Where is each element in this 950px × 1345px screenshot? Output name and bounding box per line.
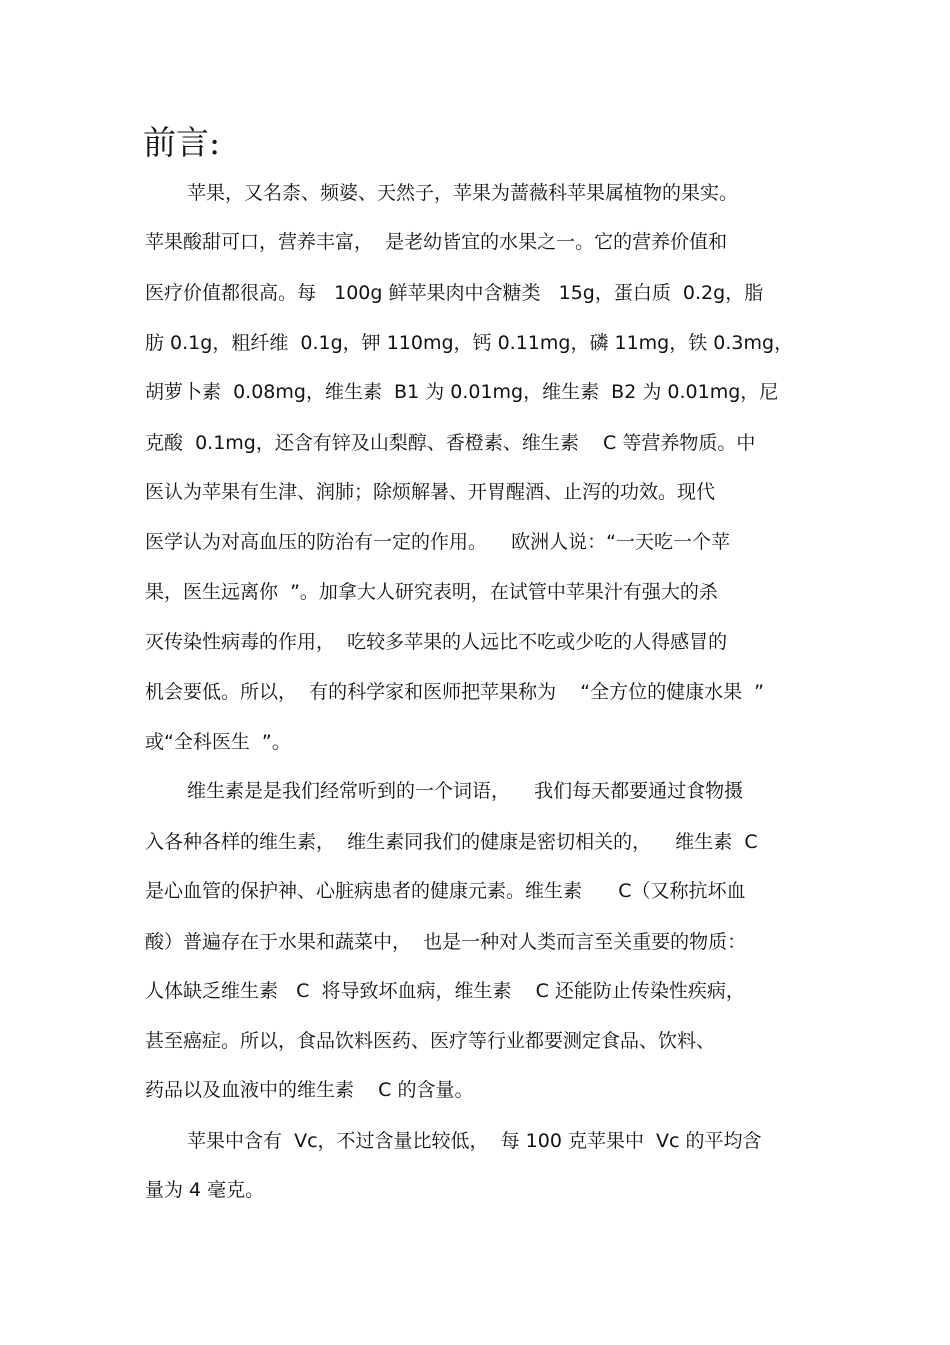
paragraph-1-line-11: 机会要低。所以， 有的科学家和医师把苹果称为 “全方位的健康水果 ” xyxy=(145,681,765,703)
paragraph-2-line-5: 人体缺乏维生素 C 将导致坏血病，维生素 C 还能防止传染性疾病， xyxy=(145,980,745,1002)
paragraph-2-line-1: 维生素是是我们经常听到的一个词语， 我们每天都要通过食物摄 xyxy=(187,780,744,802)
page-title: 前言: xyxy=(143,123,221,162)
paragraph-1-line-3: 医疗价值都很高。每 100g 鲜苹果肉中含糖类 15g，蛋白质 0.2g，脂 xyxy=(145,282,764,304)
paragraph-1-line-12: 或“全科医生 ”。 xyxy=(145,731,291,753)
paragraph-1-line-10: 灭传染性病毒的作用， 吃较多苹果的人远比不吃或少吃的人得感冒的 xyxy=(145,631,728,653)
paragraph-1-line-9: 果，医生远离你 ”。加拿大人研究表明，在试管中苹果汁有强大的杀 xyxy=(145,581,718,603)
paragraph-2-line-2: 入各种各样的维生素， 维生素同我们的健康是密切相关的， 维生素 C xyxy=(145,831,758,853)
paragraph-2-line-3: 是心血管的保护神、心脏病患者的健康元素。维生素 C（又称抗坏血 xyxy=(145,880,746,902)
paragraph-2-line-6: 甚至癌症。所以，食品饮料医药、医疗等行业都要测定食品、饮料、 xyxy=(145,1030,716,1052)
paragraph-3-line-2: 量为 4 毫克。 xyxy=(145,1179,265,1201)
paragraph-1-line-6: 克酸 0.1mg，还含有锌及山梨醇、香橙素、维生素 C 等营养物质。中 xyxy=(145,432,756,454)
paragraph-1-line-4: 肪 0.1g，粗纤维 0.1g，钾 110mg，钙 0.11mg，磷 11mg，铁 0.3mg， xyxy=(145,332,794,354)
paragraph-1-line-1: 苹果，又名柰、频婆、天然子，苹果为蔷薇科苹果属植物的果实。 xyxy=(187,182,739,204)
paragraph-2-line-7: 药品以及血液中的维生素 C 的含量。 xyxy=(145,1079,474,1101)
paragraph-1-line-7: 医认为苹果有生津、润肺；除烦解暑、开胃醒酒、止泻的功效。现代 xyxy=(145,481,716,503)
paragraph-1-line-5: 胡萝卜素 0.08mg，维生素 B1 为 0.01mg，维生素 B2 为 0.01mg，尼 xyxy=(145,381,779,403)
paragraph-2-line-4: 酸）普遍存在于水果和蔬菜中， 也是一种对人类而言至关重要的物质： xyxy=(145,931,747,953)
paragraph-3-line-1: 苹果中含有 Vc，不过含量比较低， 每 100 克苹果中 Vc 的平均含 xyxy=(187,1130,762,1152)
paragraph-1-line-8: 医学认为对高血压的防治有一定的作用。 欧洲人说：“一天吃一个苹 xyxy=(145,531,731,553)
paragraph-1-line-2: 苹果酸甜可口，营养丰富， 是老幼皆宜的水果之一。它的营养价值和 xyxy=(145,231,728,253)
